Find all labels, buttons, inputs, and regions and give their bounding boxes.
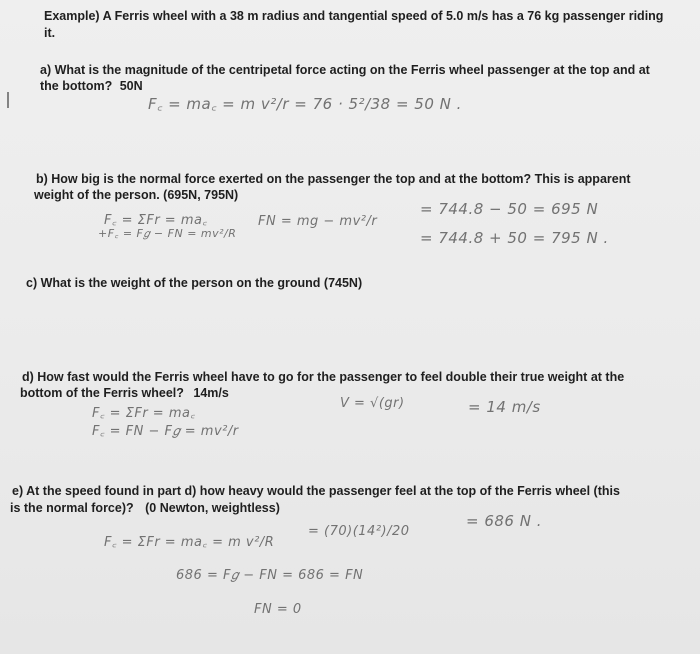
question-e-answer: (0 Newton, weightless) — [145, 501, 280, 515]
question-a-text: the bottom? — [40, 79, 113, 93]
question-c-line1: c) What is the weight of the person on the ground (745N) — [26, 276, 363, 290]
question-d-answer: 14m/s — [193, 386, 229, 400]
question-d-text: bottom of the Ferris wheel? — [20, 386, 184, 400]
handwriting-b-mid: FN = mg − mv²/r — [258, 214, 378, 229]
example-text-line2: it. — [44, 26, 56, 40]
handwriting-e-line3: FN = 0 — [254, 602, 302, 617]
handwriting-e-mid: = (70)(14²)/20 — [308, 524, 410, 539]
handwriting-d-left1: F꜀ = ΣFr = ma꜀ — [92, 406, 196, 421]
handwriting-b-right2: = 744.8 + 50 = 795 N . — [420, 229, 609, 247]
handwriting-d-mid: V = √(gr) — [340, 396, 405, 411]
handwriting-b-left1: F꜀ = ΣFr = ma꜀ — [104, 213, 208, 228]
example-label: Example) — [44, 9, 100, 23]
question-d-line2 — [20, 385, 229, 401]
handwriting-e-right: = 686 N . — [466, 512, 542, 530]
question-b-line2: weight of the person. (695N, 795N) — [34, 188, 239, 202]
handwriting-b-right1: = 744.8 − 50 = 695 N — [420, 200, 599, 218]
handwriting-e-line2: 686 = F𝑔 − FN = 686 = FN — [176, 568, 364, 583]
handwriting-d-right: = 14 m/s — [468, 398, 541, 416]
question-b-line1: b) How big is the normal force exerted on the passenger the top and at the bottom? This is apparent — [36, 172, 631, 186]
margin-pen-mark — [6, 92, 10, 108]
question-e-text: is the normal force)? — [10, 501, 134, 515]
question-a-line1: a) What is the magnitude of the centripetal force acting on the Ferris wheel passenger at the top and at — [40, 63, 650, 77]
handwriting-e-left: F꜀ = ΣFr = ma꜀ = m v²/R — [104, 535, 275, 550]
handwriting-a-work: F꜀ = ma꜀ = m v²/r = 76 · 5²/38 = 50 N . — [148, 95, 462, 113]
question-a-line2 — [40, 78, 143, 94]
example-heading — [44, 8, 663, 24]
handwriting-d-left2: F꜀ = FN − F𝑔 = mv²/r — [92, 424, 239, 439]
question-d-line1: d) How fast would the Ferris wheel have to go for the passenger to feel double their true weight at the — [22, 370, 625, 384]
question-e-line1: e) At the speed found in part d) how heavy would the passenger feel at the top of the Ferris wheel (this — [12, 484, 620, 498]
handwriting-b-left2: +F꜀ = F𝑔 − FN = mv²/R — [98, 227, 237, 240]
question-a-answer: 50N — [119, 79, 143, 93]
example-text: A Ferris wheel with a 38 m radius and tangential speed of 5.0 m/s has a 76 kg passenger riding — [102, 9, 664, 23]
question-e-line2 — [10, 500, 280, 516]
